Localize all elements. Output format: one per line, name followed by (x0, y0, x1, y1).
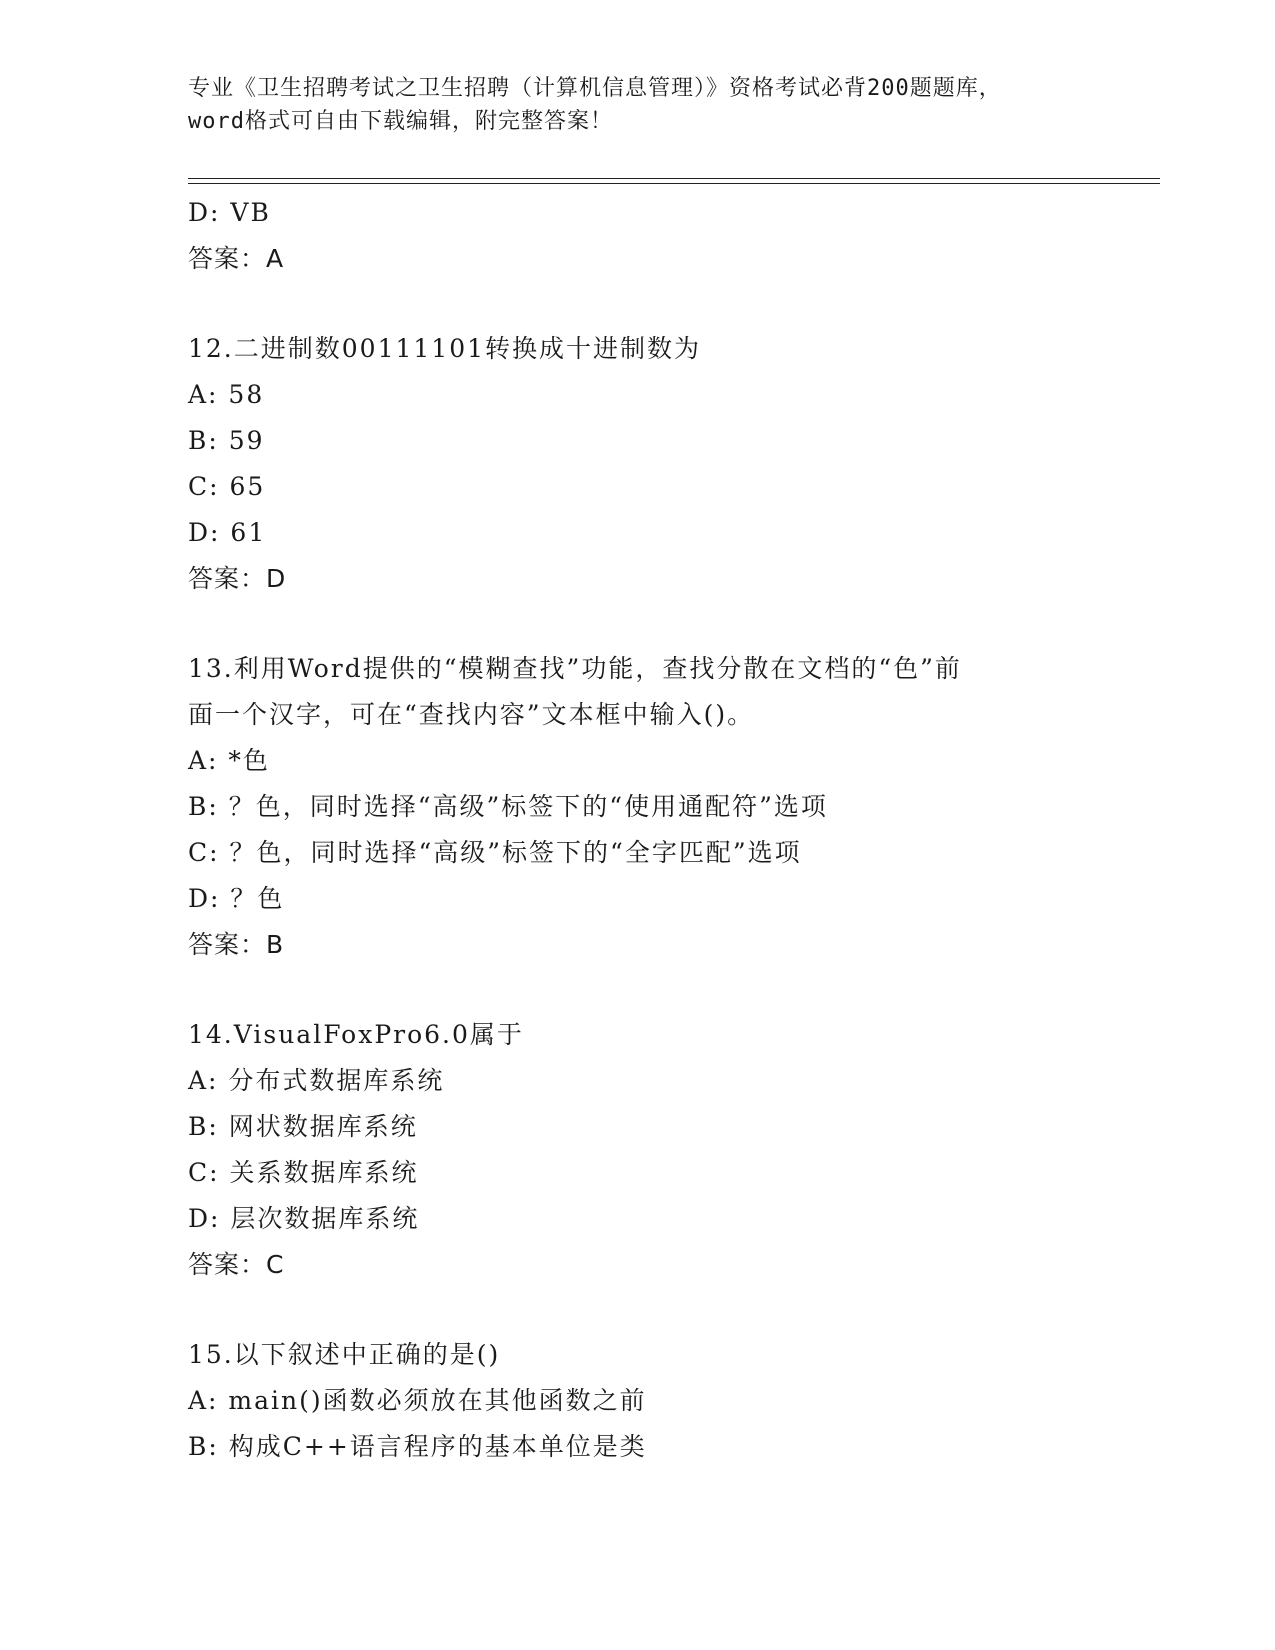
option-b: B: 59 (188, 426, 265, 455)
option-a: A: 58 (188, 380, 265, 409)
question-spacer (188, 602, 1148, 646)
header-divider-secondary (188, 183, 1160, 184)
option-c: C: 关系数据库系统 (188, 1158, 419, 1187)
option-d: D: 61 (188, 518, 267, 547)
question-14 (188, 1012, 1148, 1288)
option-d: D: ？色 (188, 884, 285, 913)
question-stem: 12.二进制数00111101转换成十进制数为 (188, 334, 702, 363)
header-title-line2: word格式可自由下载编辑，附完整答案！ (188, 109, 613, 134)
question-spacer (188, 282, 1148, 326)
option-b: B: 构成C++语言程序的基本单位是类 (188, 1432, 647, 1461)
question-12 (188, 326, 1148, 602)
question-15 (188, 1332, 1148, 1470)
prev-question-option-d: D: VB (188, 198, 271, 227)
option-b: B: ？色，同时选择“高级”标签下的“使用通配符”选项 (188, 792, 828, 821)
question-spacer (188, 968, 1148, 1012)
question-stem-line1: 13.利用Word提供的“模糊查找”功能，查找分散在文档的“色”前 (188, 654, 962, 683)
question-stem: 14.VisualFoxPro6.0属于 (188, 1020, 524, 1049)
question-13 (188, 646, 1148, 968)
option-a: A: main()函数必须放在其他函数之前 (188, 1386, 647, 1415)
option-b: B: 网状数据库系统 (188, 1112, 418, 1141)
option-d: D: 层次数据库系统 (188, 1204, 420, 1233)
question-stem-line2: 面一个汉字，可在“查找内容”文本框中输入()。 (188, 700, 755, 729)
option-a: A: *色 (188, 746, 270, 775)
question-spacer (188, 1288, 1148, 1332)
header-divider (188, 178, 1160, 179)
option-a: A: 分布式数据库系统 (188, 1066, 445, 1095)
question-stem: 15.以下叙述中正确的是() (188, 1340, 501, 1369)
answer: 答案：C (188, 1250, 285, 1279)
answer: 答案：D (188, 564, 287, 593)
option-c: C: 65 (188, 472, 266, 501)
document-body (188, 190, 1148, 1470)
header-title-line1: 专业《卫生招聘考试之卫生招聘（计算机信息管理）》资格考试必背200题题库， (188, 76, 1002, 101)
option-c: C: ？色，同时选择“高级”标签下的“全字匹配”选项 (188, 838, 802, 867)
page-header (188, 72, 1108, 138)
answer: 答案：B (188, 930, 285, 959)
prev-question-answer: 答案：A (188, 244, 285, 273)
